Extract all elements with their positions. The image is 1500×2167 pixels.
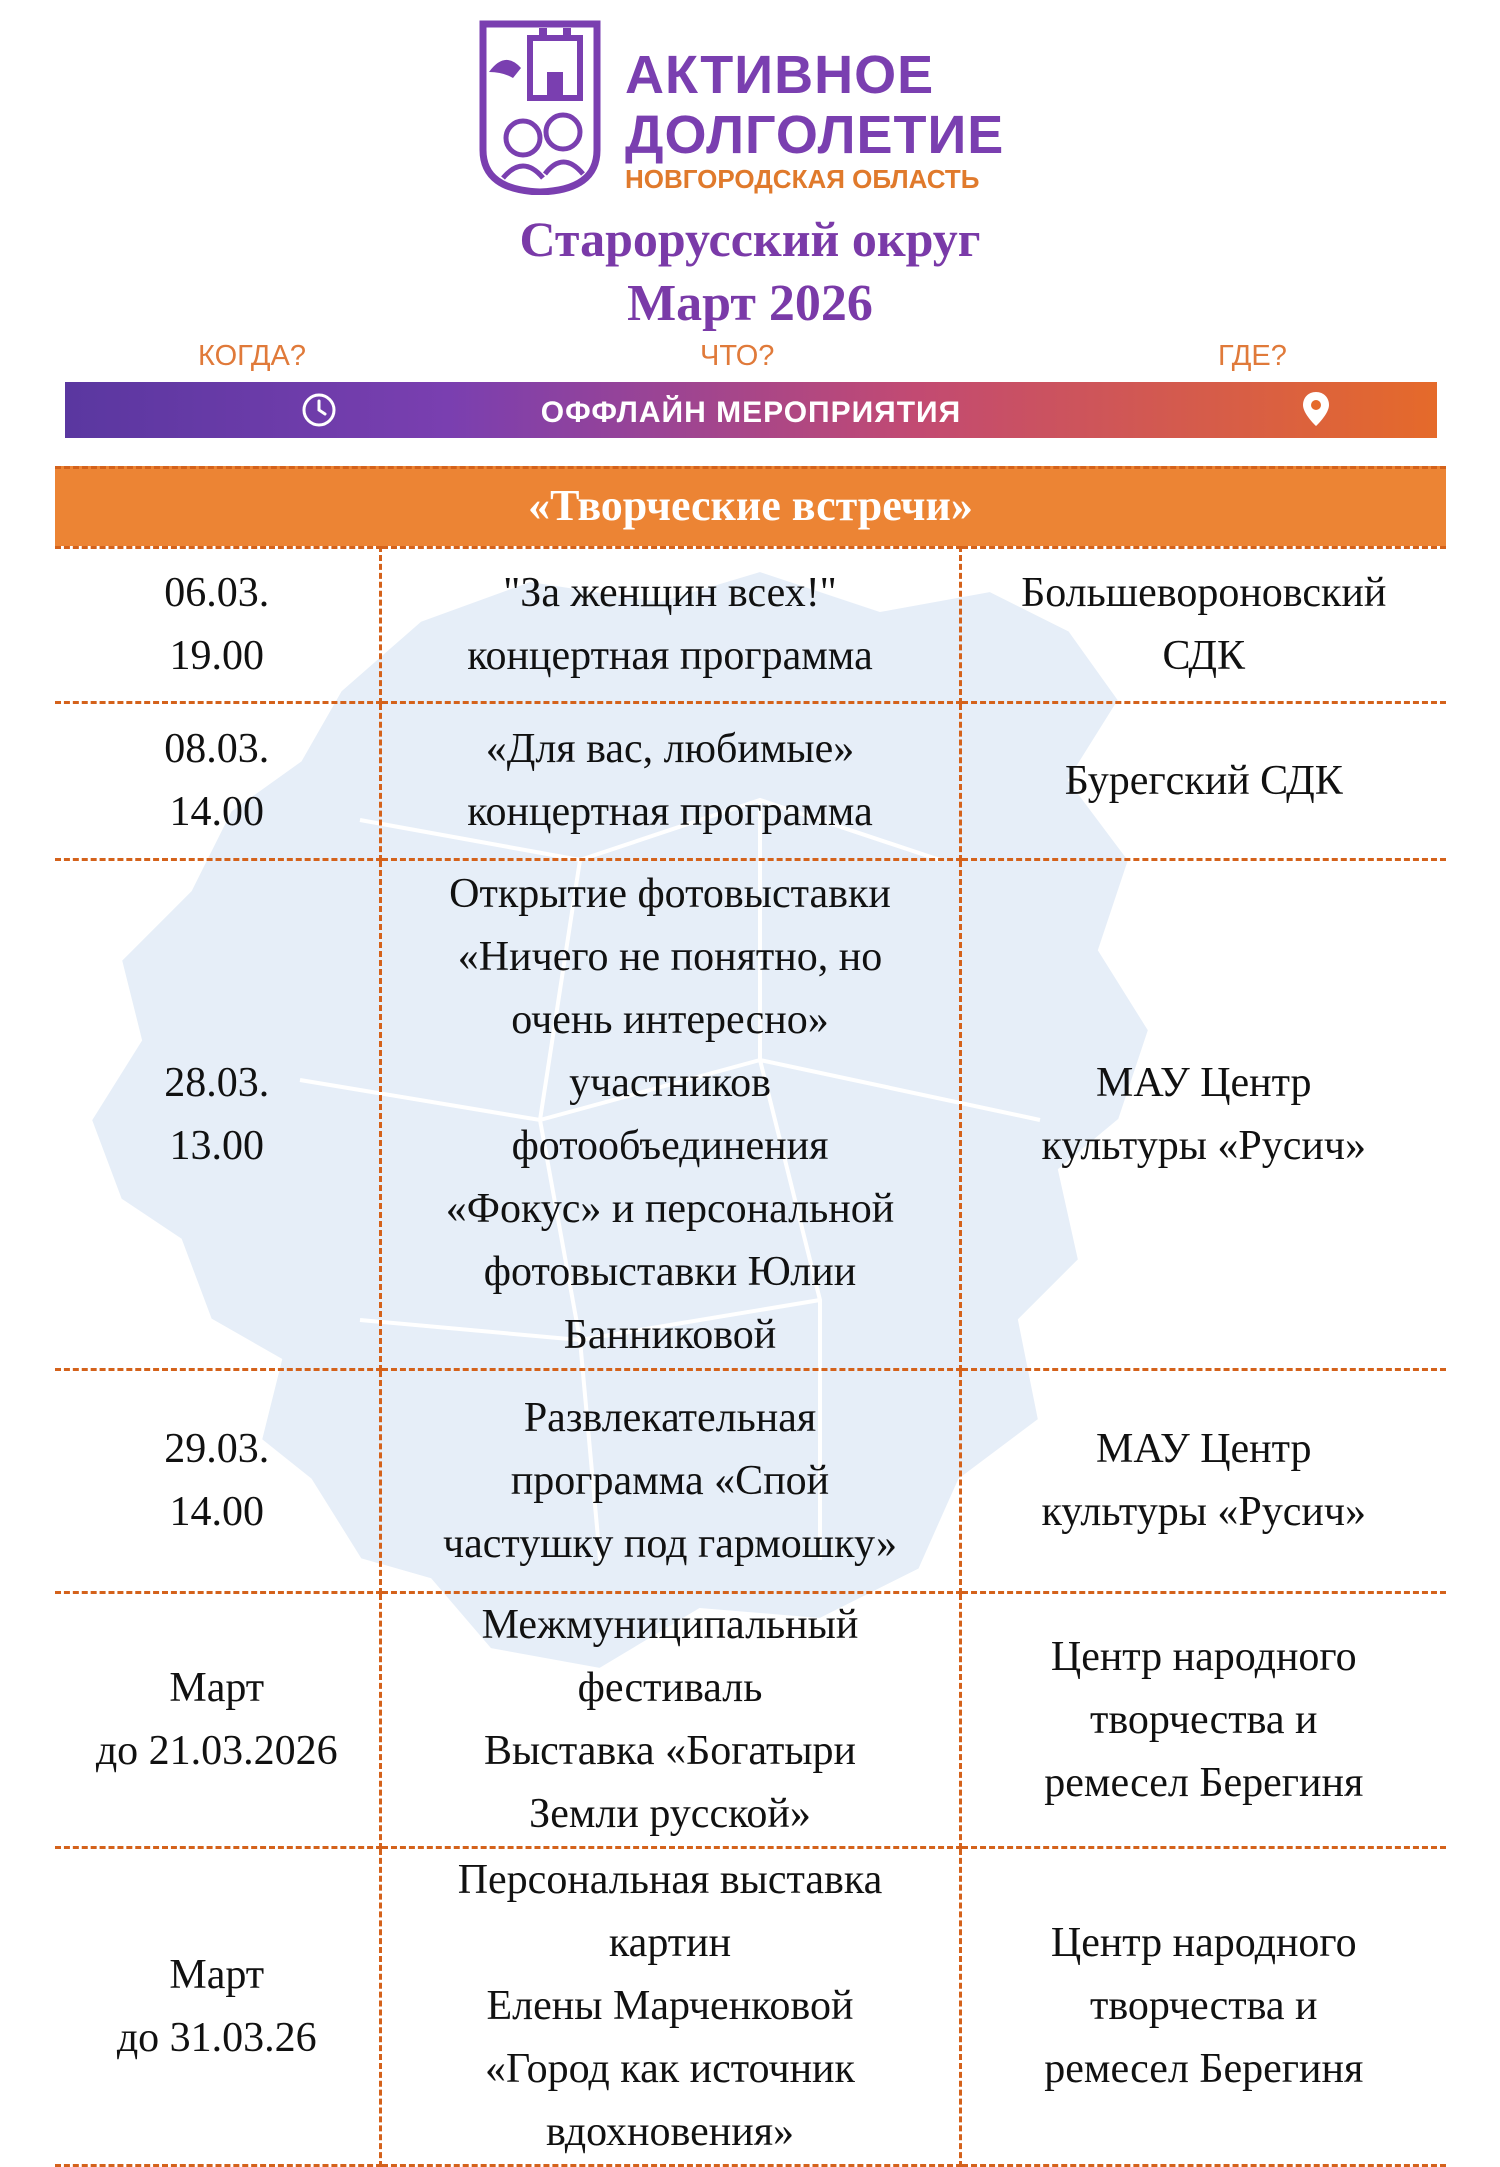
event-what: Открытие фотовыставки «Ничего не понятно, но очень интересно» участников фотообъединения «Фокус» и персональной фотовыставки Юлии Банниковой	[380, 860, 960, 1370]
event-when: 08.03. 14.00	[55, 703, 380, 860]
hint-when: КОГДА?	[198, 340, 306, 372]
event-where: Центр народного творчества и ремесел Берегиня	[960, 1593, 1446, 1848]
table-row	[55, 703, 1446, 860]
table-row	[55, 1593, 1446, 1848]
event-when: 28.03. 13.00	[55, 860, 380, 1370]
events-table	[55, 546, 1446, 2167]
event-where: Большевороновский СДК	[960, 548, 1446, 703]
event-what: Персональная выставка картин Елены Марченковой «Город как источник вдохновения»	[380, 1848, 960, 2166]
event-where: Бурегский СДК	[960, 703, 1446, 860]
logo-title-line2: ДОЛГОЛЕТИЕ	[625, 105, 1005, 165]
section-divider	[55, 466, 1446, 469]
logo-emblem-icon	[475, 20, 605, 195]
event-what: «Для вас, любимые» концертная программа	[380, 703, 960, 860]
event-what: "За женщин всех!" концертная программа	[380, 548, 960, 703]
event-when: Март до 31.03.26	[55, 1848, 380, 2166]
logo-subtitle: НОВГОРОДСКАЯ ОБЛАСТЬ	[625, 164, 980, 194]
table-row	[55, 1370, 1446, 1593]
table-row	[55, 860, 1446, 1370]
district-title: Старорусский округ	[519, 211, 981, 267]
event-when: Март до 21.03.2026	[55, 1593, 380, 1848]
hint-where: ГДЕ?	[1218, 340, 1287, 372]
location-pin-icon	[1301, 390, 1331, 428]
logo-title-line1: АКТИВНОЕ	[625, 45, 935, 105]
logo	[475, 20, 1035, 200]
event-where: МАУ Центр культуры «Русич»	[960, 860, 1446, 1370]
offline-events-banner	[65, 382, 1437, 438]
event-where: Центр народного творчества и ремесел Берегиня	[960, 1848, 1446, 2166]
event-what: Межмуниципальный фестиваль Выставка «Богатыри Земли русской»	[380, 1593, 960, 1848]
event-where: МАУ Центр культуры «Русич»	[960, 1370, 1446, 1593]
section-title: «Творческие встречи»	[55, 466, 1446, 546]
table-row	[55, 1848, 1446, 2166]
banner-title: ОФФЛАЙН МЕРОПРИЯТИЯ	[540, 396, 962, 429]
event-what: Развлекательная программа «Спой частушку под гармошку»	[380, 1370, 960, 1593]
period-title: Март 2026	[627, 275, 873, 332]
event-when: 29.03. 14.00	[55, 1370, 380, 1593]
event-when: 06.03. 19.00	[55, 548, 380, 703]
hint-what: ЧТО?	[700, 340, 775, 372]
table-row	[55, 548, 1446, 703]
